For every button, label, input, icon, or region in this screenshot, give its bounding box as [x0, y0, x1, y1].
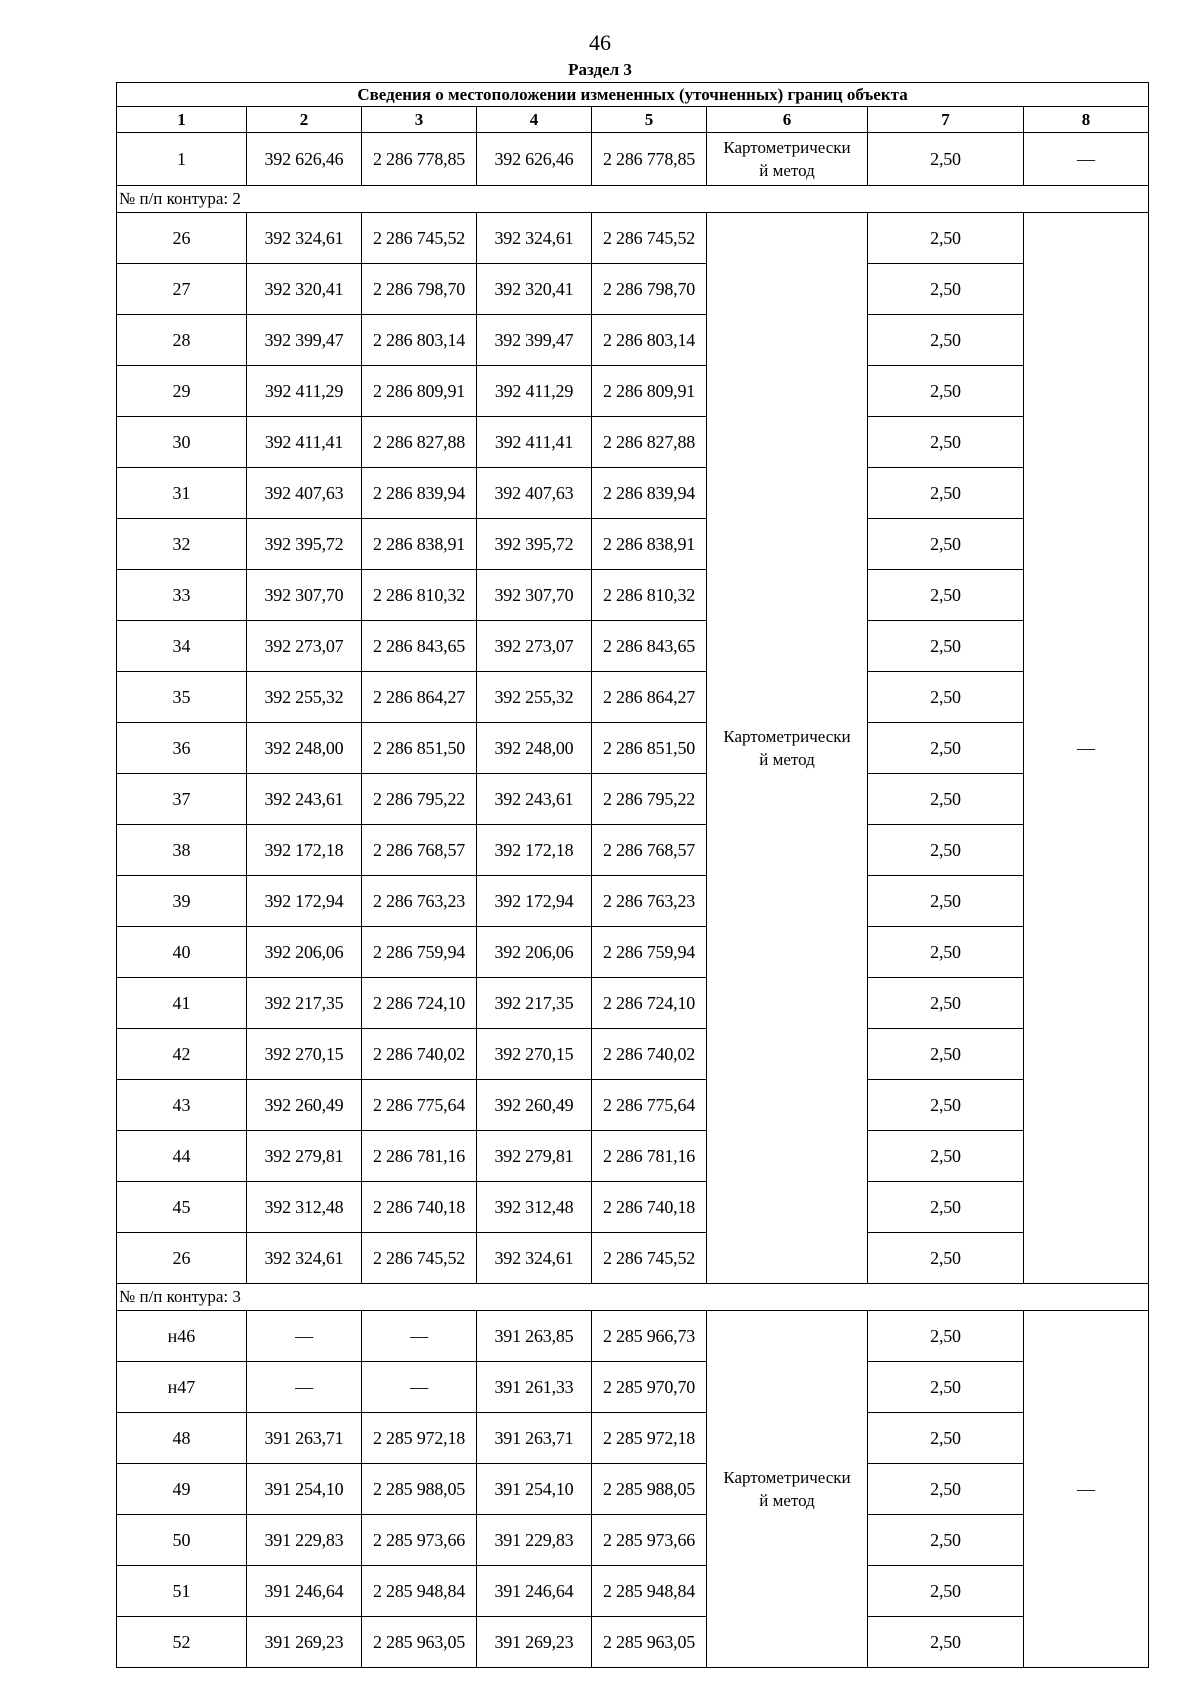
column-number: 2: [247, 107, 362, 133]
table-row: [117, 133, 1149, 186]
x-new-cell: 392 324,61: [477, 213, 592, 264]
table-row: [117, 570, 1149, 621]
precision-cell: 2,50: [868, 825, 1024, 876]
contour-label: № п/п контура: 2: [117, 186, 1149, 213]
precision-cell: 2,50: [868, 1029, 1024, 1080]
table-row: [117, 1080, 1149, 1131]
y-existing-cell: 2 286 781,16: [362, 1131, 477, 1182]
method-cell: [707, 213, 868, 1284]
precision-cell: 2,50: [868, 978, 1024, 1029]
x-new-cell: 392 248,00: [477, 723, 592, 774]
x-existing-cell: 392 260,49: [247, 1080, 362, 1131]
point-number-cell: 51: [117, 1566, 247, 1617]
y-new-cell: 2 286 843,65: [592, 621, 707, 672]
y-existing-cell: 2 286 724,10: [362, 978, 477, 1029]
y-existing-cell: —: [362, 1362, 477, 1413]
x-new-cell: 392 320,41: [477, 264, 592, 315]
point-number-cell: 41: [117, 978, 247, 1029]
y-existing-cell: 2 286 745,52: [362, 1233, 477, 1284]
y-new-cell: 2 286 724,10: [592, 978, 707, 1029]
x-existing-cell: 392 399,47: [247, 315, 362, 366]
x-existing-cell: 392 324,61: [247, 1233, 362, 1284]
y-new-cell: 2 286 810,32: [592, 570, 707, 621]
precision-cell: 2,50: [868, 1617, 1024, 1668]
y-new-cell: 2 286 775,64: [592, 1080, 707, 1131]
column8-cell: —: [1024, 1311, 1149, 1668]
x-existing-cell: 391 229,83: [247, 1515, 362, 1566]
point-number-cell: 44: [117, 1131, 247, 1182]
precision-cell: 2,50: [868, 774, 1024, 825]
y-existing-cell: 2 286 768,57: [362, 825, 477, 876]
precision-cell: 2,50: [868, 468, 1024, 519]
y-new-cell: 2 286 745,52: [592, 1233, 707, 1284]
x-existing-cell: 392 270,15: [247, 1029, 362, 1080]
y-existing-cell: 2 286 803,14: [362, 315, 477, 366]
precision-cell: 2,50: [868, 723, 1024, 774]
point-number-cell: 38: [117, 825, 247, 876]
table-row: [117, 1515, 1149, 1566]
table-row: [117, 468, 1149, 519]
table-row: [117, 417, 1149, 468]
x-new-cell: 392 399,47: [477, 315, 592, 366]
x-existing-cell: 392 172,18: [247, 825, 362, 876]
y-new-cell: 2 286 781,16: [592, 1131, 707, 1182]
y-new-cell: 2 286 851,50: [592, 723, 707, 774]
method-cell: [707, 1311, 868, 1668]
y-new-cell: 2 285 973,66: [592, 1515, 707, 1566]
point-number-cell: 43: [117, 1080, 247, 1131]
x-existing-cell: 392 243,61: [247, 774, 362, 825]
y-new-cell: 2 285 988,05: [592, 1464, 707, 1515]
point-number-cell: 32: [117, 519, 247, 570]
precision-cell: 2,50: [868, 417, 1024, 468]
y-new-cell: 2 286 838,91: [592, 519, 707, 570]
table-row: [117, 213, 1149, 264]
y-new-cell: 2 286 745,52: [592, 213, 707, 264]
table-row: [117, 366, 1149, 417]
precision-cell: 2,50: [868, 1515, 1024, 1566]
x-existing-cell: 392 395,72: [247, 519, 362, 570]
x-new-cell: 391 229,83: [477, 1515, 592, 1566]
precision-cell: 2,50: [868, 213, 1024, 264]
y-existing-cell: 2 285 948,84: [362, 1566, 477, 1617]
point-number-cell: 52: [117, 1617, 247, 1668]
x-existing-cell: 392 626,46: [247, 133, 362, 186]
table-row: [117, 621, 1149, 672]
table-row: [117, 978, 1149, 1029]
method-line: Картометрически: [723, 727, 851, 746]
x-new-cell: 391 263,71: [477, 1413, 592, 1464]
contour-header-row: [117, 1284, 1149, 1311]
y-existing-cell: 2 286 778,85: [362, 133, 477, 186]
y-existing-cell: 2 286 798,70: [362, 264, 477, 315]
y-existing-cell: 2 286 809,91: [362, 366, 477, 417]
y-new-cell: 2 286 795,22: [592, 774, 707, 825]
column-number: 5: [592, 107, 707, 133]
y-existing-cell: 2 286 851,50: [362, 723, 477, 774]
y-existing-cell: 2 286 838,91: [362, 519, 477, 570]
table-row: [117, 774, 1149, 825]
precision-cell: 2,50: [868, 1464, 1024, 1515]
y-existing-cell: 2 286 864,27: [362, 672, 477, 723]
table-row: [117, 519, 1149, 570]
point-number-cell: 37: [117, 774, 247, 825]
y-new-cell: 2 286 809,91: [592, 366, 707, 417]
table-row: [117, 1233, 1149, 1284]
point-number-cell: 42: [117, 1029, 247, 1080]
x-existing-cell: 392 255,32: [247, 672, 362, 723]
column-number: 4: [477, 107, 592, 133]
x-existing-cell: 392 273,07: [247, 621, 362, 672]
y-new-cell: 2 286 778,85: [592, 133, 707, 186]
y-new-cell: 2 285 972,18: [592, 1413, 707, 1464]
x-existing-cell: 392 172,94: [247, 876, 362, 927]
point-number-cell: 29: [117, 366, 247, 417]
method-line: Картометрически: [723, 138, 851, 157]
x-existing-cell: 392 312,48: [247, 1182, 362, 1233]
point-number-cell: 33: [117, 570, 247, 621]
method-line: Картометрически: [723, 1468, 851, 1487]
x-new-cell: 391 269,23: [477, 1617, 592, 1668]
y-new-cell: 2 286 827,88: [592, 417, 707, 468]
table-row: [117, 1464, 1149, 1515]
point-number-cell: 27: [117, 264, 247, 315]
point-number-cell: 48: [117, 1413, 247, 1464]
x-new-cell: 392 217,35: [477, 978, 592, 1029]
table-row: [117, 1029, 1149, 1080]
column-number: 3: [362, 107, 477, 133]
y-existing-cell: 2 285 973,66: [362, 1515, 477, 1566]
precision-cell: 2,50: [868, 1182, 1024, 1233]
column-number: 1: [117, 107, 247, 133]
x-new-cell: 392 206,06: [477, 927, 592, 978]
y-existing-cell: 2 286 740,02: [362, 1029, 477, 1080]
x-new-cell: 392 407,63: [477, 468, 592, 519]
precision-cell: 2,50: [868, 621, 1024, 672]
y-existing-cell: 2 285 988,05: [362, 1464, 477, 1515]
x-existing-cell: —: [247, 1311, 362, 1362]
table-row: [117, 672, 1149, 723]
point-number-cell: 49: [117, 1464, 247, 1515]
y-existing-cell: 2 286 810,32: [362, 570, 477, 621]
precision-cell: 2,50: [868, 1311, 1024, 1362]
x-new-cell: 391 254,10: [477, 1464, 592, 1515]
table-row: [117, 1566, 1149, 1617]
column-number: 7: [868, 107, 1024, 133]
method-cell: [707, 133, 868, 186]
method-line: й метод: [759, 1491, 815, 1510]
point-number-cell: 26: [117, 213, 247, 264]
x-new-cell: 392 270,15: [477, 1029, 592, 1080]
method-line: й метод: [759, 161, 815, 180]
y-new-cell: 2 286 803,14: [592, 315, 707, 366]
precision-cell: 2,50: [868, 1362, 1024, 1413]
y-existing-cell: 2 286 795,22: [362, 774, 477, 825]
precision-cell: 2,50: [868, 876, 1024, 927]
table-row: [117, 1413, 1149, 1464]
y-new-cell: 2 286 740,02: [592, 1029, 707, 1080]
table-caption: Сведения о местоположении измененных (уточненных) границ объекта: [117, 83, 1149, 107]
y-new-cell: 2 286 839,94: [592, 468, 707, 519]
column8-cell: —: [1024, 133, 1149, 186]
column-number: 8: [1024, 107, 1149, 133]
x-existing-cell: 392 248,00: [247, 723, 362, 774]
x-new-cell: 392 260,49: [477, 1080, 592, 1131]
x-new-cell: 392 279,81: [477, 1131, 592, 1182]
y-existing-cell: 2 286 839,94: [362, 468, 477, 519]
x-new-cell: 391 261,33: [477, 1362, 592, 1413]
table-row: [117, 723, 1149, 774]
point-number-cell: 39: [117, 876, 247, 927]
x-new-cell: 392 312,48: [477, 1182, 592, 1233]
table-row: [117, 825, 1149, 876]
y-new-cell: 2 286 740,18: [592, 1182, 707, 1233]
x-existing-cell: 392 324,61: [247, 213, 362, 264]
x-existing-cell: 392 279,81: [247, 1131, 362, 1182]
y-existing-cell: 2 286 740,18: [362, 1182, 477, 1233]
x-new-cell: 392 255,32: [477, 672, 592, 723]
method-line: й метод: [759, 750, 815, 769]
x-new-cell: 391 246,64: [477, 1566, 592, 1617]
y-new-cell: 2 286 763,23: [592, 876, 707, 927]
column-number: 6: [707, 107, 868, 133]
column-numbers-row: [117, 107, 1149, 133]
y-new-cell: 2 285 948,84: [592, 1566, 707, 1617]
table-row: [117, 1311, 1149, 1362]
table-row: [117, 876, 1149, 927]
y-new-cell: 2 285 963,05: [592, 1617, 707, 1668]
section-title: Раздел 3: [568, 60, 632, 79]
table-row: [117, 1617, 1149, 1668]
x-existing-cell: 391 269,23: [247, 1617, 362, 1668]
table-row: [117, 1131, 1149, 1182]
precision-cell: 2,50: [868, 1080, 1024, 1131]
point-number-cell: 30: [117, 417, 247, 468]
y-existing-cell: 2 286 843,65: [362, 621, 477, 672]
y-existing-cell: 2 285 972,18: [362, 1413, 477, 1464]
x-new-cell: 392 411,29: [477, 366, 592, 417]
precision-cell: 2,50: [868, 133, 1024, 186]
y-existing-cell: 2 286 759,94: [362, 927, 477, 978]
table-row: [117, 927, 1149, 978]
point-number-cell: 31: [117, 468, 247, 519]
y-new-cell: 2 286 759,94: [592, 927, 707, 978]
contour-label: № п/п контура: 3: [117, 1284, 1149, 1311]
y-existing-cell: 2 286 763,23: [362, 876, 477, 927]
y-existing-cell: 2 286 775,64: [362, 1080, 477, 1131]
precision-cell: 2,50: [868, 264, 1024, 315]
y-new-cell: 2 286 864,27: [592, 672, 707, 723]
point-number-cell: 45: [117, 1182, 247, 1233]
precision-cell: 2,50: [868, 927, 1024, 978]
precision-cell: 2,50: [868, 1131, 1024, 1182]
precision-cell: 2,50: [868, 519, 1024, 570]
x-existing-cell: 391 246,64: [247, 1566, 362, 1617]
x-new-cell: 392 324,61: [477, 1233, 592, 1284]
precision-cell: 2,50: [868, 366, 1024, 417]
point-number-cell: 35: [117, 672, 247, 723]
x-existing-cell: 392 307,70: [247, 570, 362, 621]
y-new-cell: 2 286 798,70: [592, 264, 707, 315]
y-new-cell: 2 286 768,57: [592, 825, 707, 876]
column8-cell: —: [1024, 213, 1149, 1284]
y-existing-cell: 2 286 745,52: [362, 213, 477, 264]
contour-header-row: [117, 186, 1149, 213]
precision-cell: 2,50: [868, 672, 1024, 723]
y-existing-cell: 2 285 963,05: [362, 1617, 477, 1668]
table-row: [117, 1182, 1149, 1233]
x-new-cell: 392 243,61: [477, 774, 592, 825]
x-new-cell: 392 172,94: [477, 876, 592, 927]
x-new-cell: 391 263,85: [477, 1311, 592, 1362]
x-existing-cell: 392 411,29: [247, 366, 362, 417]
x-new-cell: 392 307,70: [477, 570, 592, 621]
x-existing-cell: 391 254,10: [247, 1464, 362, 1515]
point-number-cell: 1: [117, 133, 247, 186]
x-new-cell: 392 411,41: [477, 417, 592, 468]
coordinates-table: [116, 82, 1149, 1668]
y-existing-cell: 2 286 827,88: [362, 417, 477, 468]
x-existing-cell: 392 206,06: [247, 927, 362, 978]
table-row: [117, 264, 1149, 315]
x-new-cell: 392 273,07: [477, 621, 592, 672]
x-existing-cell: 392 411,41: [247, 417, 362, 468]
point-number-cell: 50: [117, 1515, 247, 1566]
point-number-cell: 36: [117, 723, 247, 774]
point-number-cell: н46: [117, 1311, 247, 1362]
precision-cell: 2,50: [868, 1413, 1024, 1464]
x-new-cell: 392 395,72: [477, 519, 592, 570]
precision-cell: 2,50: [868, 1233, 1024, 1284]
table-row: [117, 1362, 1149, 1413]
x-existing-cell: 392 217,35: [247, 978, 362, 1029]
table-row: [117, 315, 1149, 366]
y-new-cell: 2 285 966,73: [592, 1311, 707, 1362]
point-number-cell: н47: [117, 1362, 247, 1413]
precision-cell: 2,50: [868, 1566, 1024, 1617]
point-number-cell: 26: [117, 1233, 247, 1284]
x-new-cell: 392 626,46: [477, 133, 592, 186]
x-existing-cell: —: [247, 1362, 362, 1413]
page-number: 46: [589, 30, 611, 55]
x-new-cell: 392 172,18: [477, 825, 592, 876]
point-number-cell: 40: [117, 927, 247, 978]
x-existing-cell: 392 407,63: [247, 468, 362, 519]
precision-cell: 2,50: [868, 570, 1024, 621]
table-body: [117, 133, 1149, 1668]
y-new-cell: 2 285 970,70: [592, 1362, 707, 1413]
point-number-cell: 28: [117, 315, 247, 366]
y-existing-cell: —: [362, 1311, 477, 1362]
x-existing-cell: 391 263,71: [247, 1413, 362, 1464]
point-number-cell: 34: [117, 621, 247, 672]
precision-cell: 2,50: [868, 315, 1024, 366]
x-existing-cell: 392 320,41: [247, 264, 362, 315]
